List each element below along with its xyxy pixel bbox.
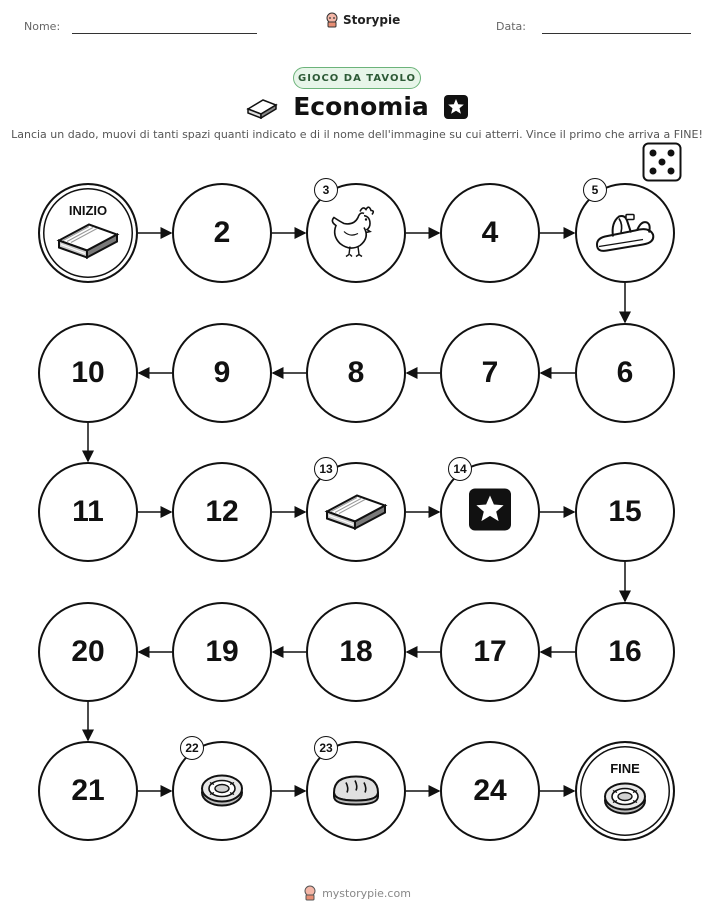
space-number: 12 [205,495,239,528]
space-number: 22 [180,736,204,760]
brand-name: Storypie [343,13,401,27]
board-space-6 [575,323,675,423]
board-space-8 [306,323,406,423]
space-number: 18 [339,635,373,668]
footer-url: mystorypie.com [322,886,411,900]
book-icon [321,486,391,539]
category-badge: GIOCO DA TAVOLO [293,67,421,89]
board-space-23 [306,741,406,841]
space-number: 23 [314,736,338,760]
board-space-11 [38,462,138,562]
board-space-12 [172,462,272,562]
space-number: 20 [71,635,105,668]
name-label: Nome: [24,20,61,33]
board-space-13 [306,462,406,562]
space-number: 7 [481,356,499,389]
board-space-7 [440,323,540,423]
board-space-20 [38,602,138,702]
space-number: 17 [473,635,507,668]
board-space-10 [38,323,138,423]
star-icon [467,487,513,538]
space-number: 13 [314,457,338,481]
date-label: Data: [496,20,526,33]
board-space-19 [172,602,272,702]
footer [0,885,714,901]
space-number: 2 [213,216,231,249]
space-number: 8 [347,356,365,389]
coin-icon [601,776,649,821]
page-title: Economia [293,92,429,121]
space-number: 19 [205,635,239,668]
space-label: FINE [610,761,640,776]
board-space-22 [172,741,272,841]
space-number: 5 [583,178,607,202]
coin-icon [198,769,246,814]
sandal-icon [593,209,657,258]
board-space-14 [440,462,540,562]
board-space-24 [440,741,540,841]
board-space-2 [172,183,272,283]
board-space-4 [440,183,540,283]
board-space-25 [575,741,675,841]
board-space-9 [172,323,272,423]
board-space-18 [306,602,406,702]
board-space-21 [38,741,138,841]
space-number: 21 [71,774,105,807]
space-number: 24 [473,774,507,807]
board-space-5 [575,183,675,283]
board-space-16 [575,602,675,702]
pie-mascot-icon [303,885,317,901]
space-number: 10 [71,356,105,389]
board-space-17 [440,602,540,702]
board-space-1 [38,183,138,283]
space-number: 9 [213,356,231,389]
instructions: Lancia un dado, muovi di tanti spazi quanti indicato e di il nome dell'immagine su cui atterri. Vince il primo che arriva a FINE! [11,128,703,141]
space-number: 4 [481,216,499,249]
space-number: 15 [608,495,642,528]
space-label: INIZIO [68,203,108,218]
board-space-3 [306,183,406,283]
space-number: 6 [616,356,634,389]
bread-icon [328,769,384,814]
space-number: 11 [72,495,104,528]
book-icon [53,214,123,267]
space-number: 16 [608,635,642,668]
space-number: 14 [448,457,472,481]
space-number: 3 [314,178,338,202]
chicken-icon [330,202,382,265]
board-space-15 [575,462,675,562]
